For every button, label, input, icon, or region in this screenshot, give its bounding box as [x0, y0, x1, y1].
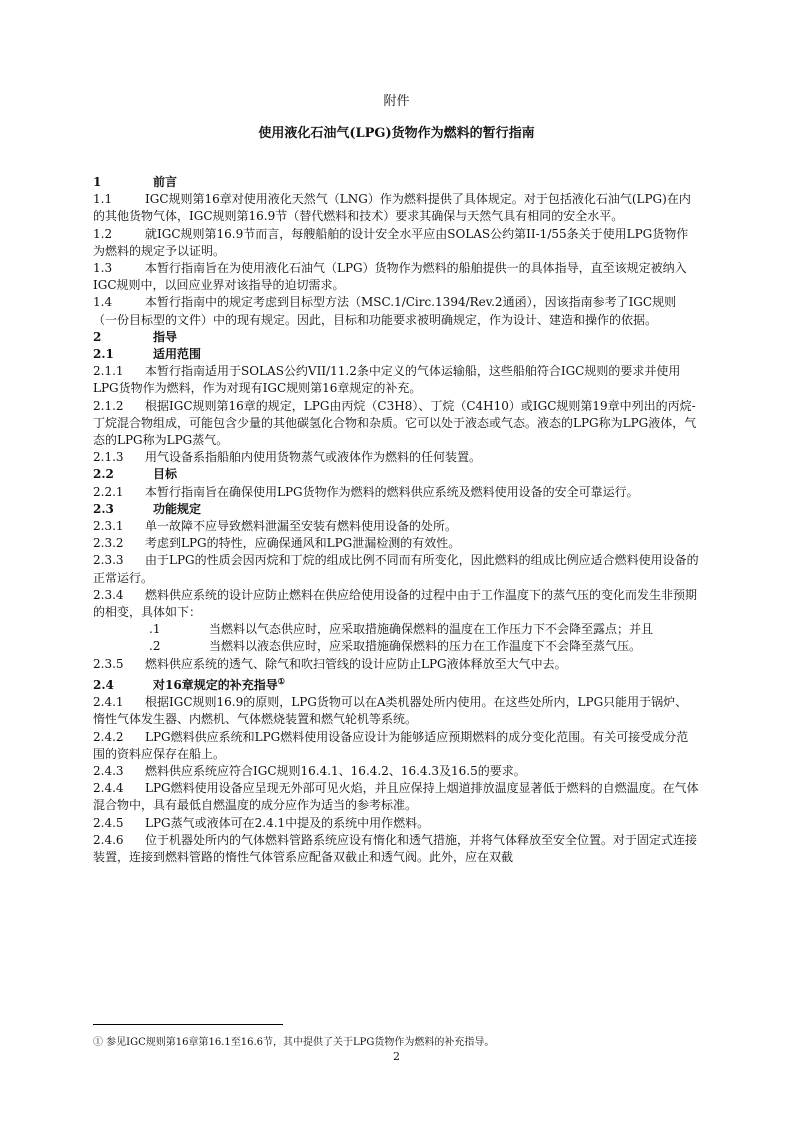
- paragraph-1-2: [93, 226, 699, 260]
- page-header: 附件: [383, 94, 410, 109]
- paragraph-1-4: [93, 294, 699, 328]
- paragraph-number: 2.4.4: [93, 781, 124, 796]
- paragraph-text: 用气设备系指船舶内使用货物蒸气或液体作为燃料的任何装置。: [145, 450, 482, 465]
- paragraph-text: 由于LPG的性质会因丙烷和丁烷的组成比例不同而有所变化，因此燃料的组成比例应适合燃料使用设备的正常运行。: [93, 553, 699, 585]
- paragraph-text: 就IGC规则第16.9节而言，每艘船舶的设计安全水平应由SOLAS公约第II-1/55条关于使用LPG货物作为燃料的规定予以证明。: [93, 226, 689, 258]
- document-body: [93, 174, 699, 866]
- paragraph-text: 单一故障不应导致燃料泄漏至安装有燃料使用设备的处所。: [145, 519, 458, 534]
- paragraph-number: 2.4.2: [93, 729, 124, 744]
- paragraph-2-4-5: [93, 815, 699, 832]
- paragraph-text: LPG蒸气或液体可在2.4.1中提及的系统中用作燃料。: [145, 815, 430, 830]
- section-heading-2-1: [93, 346, 699, 363]
- paragraph-text: 燃料供应系统应符合IGC规则16.4.1、16.4.2、16.4.3及16.5的要求。: [145, 763, 526, 778]
- page-number: 2: [393, 1050, 400, 1063]
- sub-item-text: 当燃料以气态供应时，应采取措施确保燃料的温度在工作压力下不会降至露点；并且: [209, 622, 654, 637]
- section-title: 功能规定: [153, 501, 202, 516]
- paragraph-number: 1.1: [93, 192, 113, 207]
- paragraph-2-1-3: [93, 449, 699, 466]
- paragraph-text: 根据IGC规则16.9的原则，LPG货物可以在A类机器处所内使用。在这些处所内，LPG只能用于锅炉、惰性气体发生器、内燃机、气体燃烧装置和燃气轮机等系统。: [93, 695, 688, 727]
- paragraph-2-4-3: [93, 763, 699, 780]
- paragraph-text: IGC规则第16章对使用液化天然气（LNG）作为燃料提供了具体规定。对于包括液化石油气(LPG)在内的其他货物气体，IGC规则第16.9节（替代燃料和技术）要求其确保与天然气具有相同的安全水平。: [93, 192, 691, 224]
- paragraph-text: 本暂行指南适用于SOLAS公约VII/11.2条中定义的气体运输船，这些船舶符合IGC规则的要求并使用LPG货物作为燃料，作为对现有IGC规则第16章规定的补充。: [93, 364, 681, 396]
- section-number: 2.4: [93, 677, 114, 692]
- section-heading-2-4: [93, 673, 699, 694]
- section-number: 2.1: [93, 347, 114, 362]
- paragraph-2-3-4: [93, 587, 699, 621]
- paragraph-number: 2.2.1: [93, 484, 124, 499]
- section-title: 对16章规定的补充指导: [153, 677, 278, 692]
- paragraph-2-1-2: [93, 398, 699, 450]
- paragraph-text: 燃料供应系统的设计应防止燃料在供应给使用设备的过程中由于工作温度下的蒸气压的变化而发生非预期的相变，具体如下：: [93, 587, 698, 620]
- paragraph-2-4-4: [93, 780, 699, 814]
- footnote-reference: ①: [277, 675, 285, 686]
- section-number: 2.3: [93, 501, 114, 516]
- paragraph-text: LPG燃料供应系统和LPG燃料使用设备应设计为能够适应预期燃料的成分变化范围。有关可接受成分范围的资料应保存在船上。: [93, 729, 689, 761]
- paragraph-number: 2.4.1: [93, 695, 124, 710]
- paragraph-text: 本暂行指南旨在确保使用LPG货物作为燃料的燃料供应系统及燃料使用设备的安全可靠运行。: [145, 484, 639, 499]
- paragraph-2-3-5: [93, 656, 699, 673]
- paragraph-text: 燃料供应系统的透气、除气和吹扫管线的设计应防止LPG液体释放至大气中去。: [145, 656, 567, 671]
- paragraph-2-3-1: [93, 518, 699, 535]
- paragraph-2-4-1: [93, 694, 699, 728]
- footnote-divider: [93, 1024, 283, 1025]
- paragraph-number: 2.4.3: [93, 763, 124, 778]
- paragraph-number: 2.3.3: [93, 553, 124, 568]
- paragraph-2-1-1: [93, 363, 699, 397]
- sub-item-1: [149, 621, 699, 638]
- sub-item-text: 当燃料以液态供应时，应采取措施确保燃料的压力在工作温度下不会降至蒸气压。: [209, 639, 642, 654]
- paragraph-number: 2.3.5: [93, 656, 124, 671]
- paragraph-number: 2.3.4: [93, 587, 124, 602]
- paragraph-number: 2.4.6: [93, 832, 124, 847]
- paragraph-2-4-2: [93, 729, 699, 763]
- section-title: 前言: [153, 175, 178, 189]
- paragraph-text: 本暂行指南中的规定考虑到目标型方法（MSC.1/Circ.1394/Rev.2通函），因该指南参考了IGC规则（一份目标型的文件）中的现有规定。因此，目标和功能要求被明确规定，作为设计、建造和操作的依据。: [93, 295, 677, 327]
- paragraph-2-2-1: [93, 484, 699, 501]
- section-heading-2-3: [93, 501, 699, 518]
- paragraph-1-3: [93, 260, 699, 294]
- footnote: ① 参见IGC规则第16章第16.1至16.6节，其中提供了关于LPG货物作为燃料的补充指导。: [93, 1037, 495, 1048]
- section-number: 1: [93, 175, 102, 189]
- paragraph-text: 考虑到LPG的特性，应确保通风和LPG泄漏检测的有效性。: [145, 536, 461, 551]
- section-heading-2-2: [93, 466, 699, 483]
- section-number: 2: [93, 329, 102, 344]
- paragraph-2-3-3: [93, 552, 699, 586]
- sub-item-mark: .1: [149, 622, 161, 637]
- section-title: 指导: [153, 329, 178, 344]
- section-title: 适用范围: [153, 347, 202, 362]
- paragraph-number: 2.4.5: [93, 815, 124, 830]
- paragraph-number: 1.2: [93, 226, 113, 241]
- paragraph-2-4-6: [93, 832, 699, 866]
- paragraph-1-1: [93, 191, 699, 225]
- paragraph-number: 1.4: [93, 295, 113, 310]
- paragraph-text: 根据IGC规则第16章的规定，LPG由丙烷（C3H8）、丁烷（C4H10）或IGC规则第19章中列出的丙烷-丁烷混合物组成，可能包含少量的其他碳氢化合物和杂质。它可以处于液态或气态。液态的LPG称为LPG液体，气态的LPG称为LPG蒸气。: [93, 398, 697, 448]
- paragraph-number: 2.3.1: [93, 519, 124, 534]
- paragraph-number: 2.1.1: [93, 364, 124, 379]
- sub-item-mark: .2: [149, 639, 161, 654]
- paragraph-number: 2.1.2: [93, 398, 124, 413]
- paragraph-number: 2.1.3: [93, 450, 124, 465]
- sub-item-2: [149, 638, 699, 655]
- section-heading-1: [93, 174, 699, 191]
- section-number: 2.2: [93, 467, 114, 482]
- paragraph-2-3-2: [93, 535, 699, 552]
- document-title: 使用液化石油气(LPG)货物作为燃料的暂行指南: [258, 126, 535, 141]
- paragraph-text: 位于机器处所内的气体燃料管路系统应设有惰化和透气措施，并将气体释放至安全位置。对于固定式连接装置，连接到燃料管路的惰性气体管系应配备双截止和透气阀。此外，应在双截: [93, 832, 698, 864]
- section-title: 目标: [153, 467, 178, 482]
- paragraph-text: 本暂行指南旨在为使用液化石油气（LPG）货物作为燃料的船舶提供一的具体指导，直至该规定被纳入IGC规则中，以回应业界对该指导的迫切需求。: [93, 261, 687, 293]
- paragraph-number: 2.3.2: [93, 536, 124, 551]
- paragraph-text: LPG燃料使用设备应呈现无外部可见火焰，并且应保持上烟道排放温度显著低于燃料的自燃温度。在气体混合物中，具有最低自燃温度的成分应作为适当的参考标准。: [93, 781, 699, 813]
- section-heading-2: [93, 329, 699, 346]
- paragraph-number: 1.3: [93, 261, 113, 276]
